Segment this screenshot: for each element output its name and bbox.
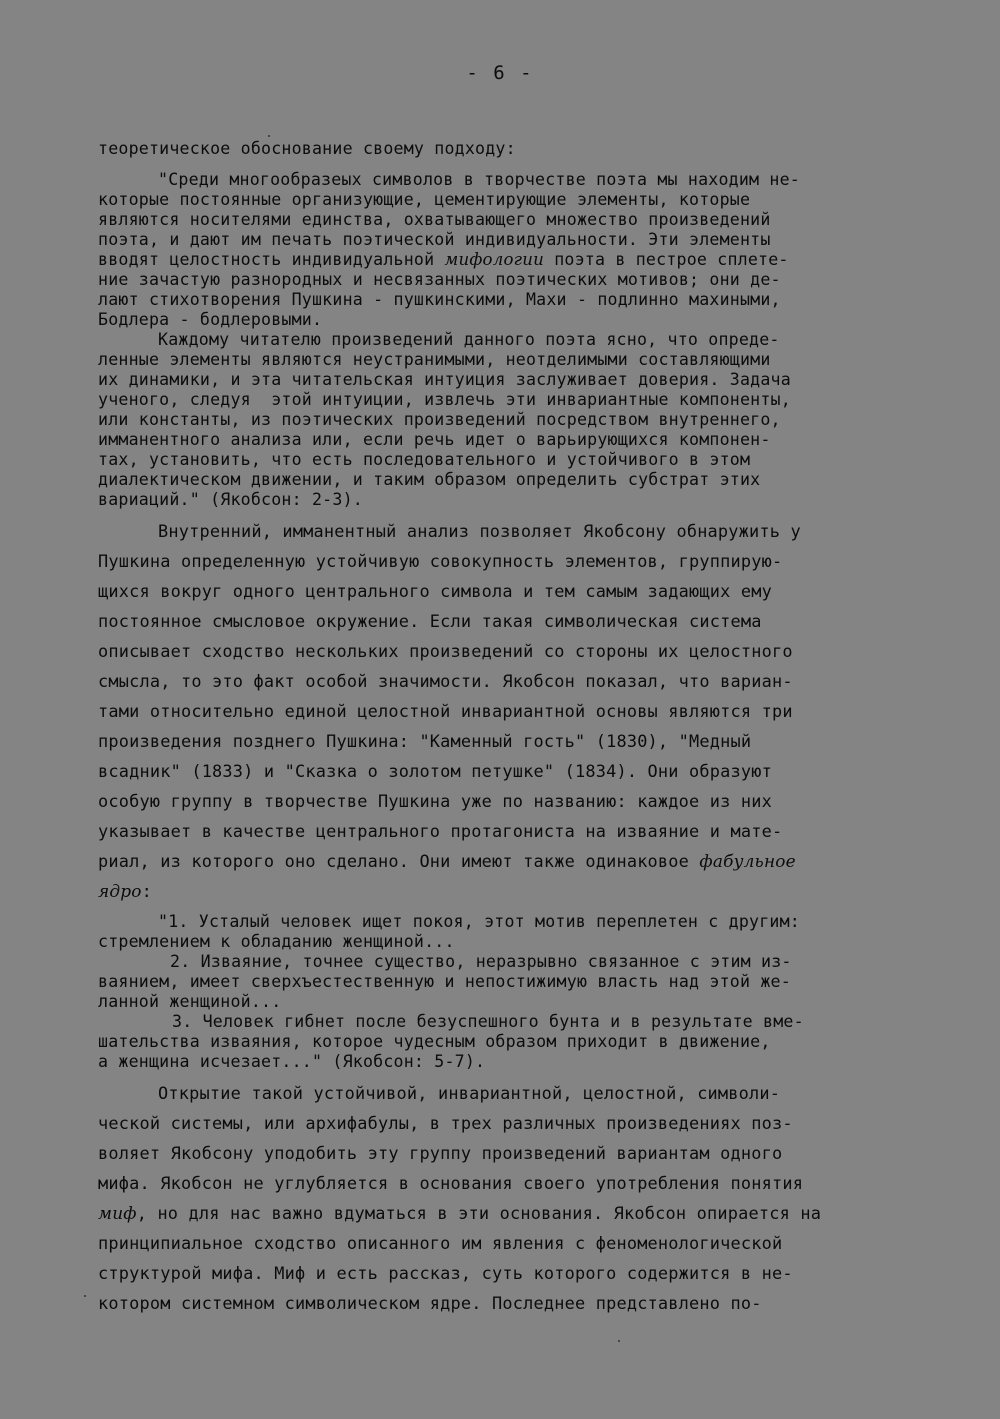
text-segment: тами относительно единой целостной инвариантной основы являются три bbox=[98, 701, 793, 721]
text-line bbox=[98, 699, 793, 723]
text-segment: Каждому читателю произведений данного поэта ясно, что опреде- bbox=[158, 330, 780, 349]
text-line bbox=[98, 879, 152, 903]
text-segment: описывает сходство нескольких произведений со стороны их целостного bbox=[98, 641, 793, 661]
scan-speck bbox=[618, 1340, 620, 1342]
text-line bbox=[98, 609, 762, 633]
text-line bbox=[98, 1052, 485, 1072]
text-line bbox=[98, 390, 791, 410]
text-line bbox=[98, 430, 771, 450]
text-line bbox=[98, 789, 772, 813]
text-segment: указывает в качестве центрального протагониста на изваяние и мате- bbox=[98, 821, 783, 841]
text-segment: лают стихотворения Пушкина - пушкинскими, Махи - подлинно махиными, bbox=[98, 290, 781, 309]
text-segment: их динамики, и эта читательская интуиция заслуживает доверия. Задача bbox=[98, 370, 791, 389]
text-segment: имманентного анализа или, если речь идет о варьирующихся компонен- bbox=[98, 430, 771, 449]
text-segment: смысла, то это факт особой значимости. Якобсон показал, что вариан- bbox=[98, 671, 793, 691]
text-line bbox=[98, 470, 760, 490]
text-segment: поэта, и дают им печать поэтической индивидуальности. Эти элементы bbox=[98, 230, 771, 249]
text-line bbox=[98, 639, 793, 663]
text-line bbox=[98, 992, 281, 1012]
text-line bbox=[98, 819, 782, 843]
text-segment: ленные элементы являются неустранимыми, неотделимыми составляющими bbox=[98, 350, 771, 369]
text-line bbox=[98, 1231, 782, 1255]
text-segment: ученого, следуя этой интуиции, извлечь эти инвариантные компоненты, bbox=[98, 390, 791, 409]
text-line bbox=[98, 1032, 771, 1052]
text-segment: , но для нас важно вдуматься в эти основания. Якобсон опирается на bbox=[136, 1203, 822, 1223]
text-segment: Открытие такой устойчивой, инвариантной, целостной, символи- bbox=[158, 1083, 781, 1103]
text-segment: мифа. Якобсон не углубляется в основания своего употребления понятия bbox=[98, 1173, 804, 1193]
text-segment: щихся вокруг одного центрального символа и тем самым задающих ему bbox=[98, 581, 772, 601]
text-segment: воляет Якобсону уподобить эту группу произведений вариантам одного bbox=[98, 1143, 783, 1163]
text-segment: Пушкина определенную устойчивую совокупность элементов, группирую- bbox=[98, 551, 783, 571]
text-segment: всадник" (1833) и "Сказка о золотом петушке" (1834). Они образуют bbox=[98, 761, 772, 781]
italic-term: мифологии bbox=[444, 250, 545, 269]
text-segment: : bbox=[141, 881, 153, 901]
text-line bbox=[98, 139, 516, 159]
text-line bbox=[98, 250, 789, 270]
text-line bbox=[98, 729, 751, 753]
text-line bbox=[98, 490, 363, 510]
text-line bbox=[98, 669, 793, 693]
italic-term: миф bbox=[98, 1203, 137, 1223]
text-segment: поэта в пестрое сплете- bbox=[544, 250, 789, 269]
text-segment: котором системном символическом ядре. Последнее представлено по- bbox=[98, 1293, 762, 1313]
text-segment: постоянное смысловое окружение. Если такая символическая система bbox=[98, 611, 762, 631]
italic-term: ядро bbox=[98, 881, 142, 901]
text-line bbox=[98, 350, 771, 370]
page-number: - 6 - bbox=[466, 62, 534, 84]
text-segment: ваянием, имеет сверхъестественную и непостижимую власть над этой же- bbox=[98, 972, 791, 991]
text-line bbox=[170, 952, 792, 972]
text-segment: диалектическом движении, и таким образом определить субстрат этих bbox=[98, 470, 761, 489]
text-segment: Бодлера - бодлеровыми. bbox=[98, 310, 323, 329]
text-line bbox=[98, 1111, 793, 1135]
text-line bbox=[98, 190, 750, 210]
text-segment: ланной женщиной... bbox=[98, 992, 282, 1011]
text-segment: ние зачастую разнородных и несвязанных поэтических мотивов; они де- bbox=[98, 270, 781, 289]
text-line bbox=[98, 579, 772, 603]
text-line bbox=[158, 519, 801, 543]
text-segment: особую группу в творчестве Пушкина уже по названию: каждое из них bbox=[98, 791, 772, 811]
text-line bbox=[158, 1081, 780, 1105]
text-segment: которые постоянные организующие, цементирующие элементы, которые bbox=[98, 190, 751, 209]
text-line bbox=[158, 330, 780, 350]
text-line bbox=[98, 1201, 821, 1225]
text-line bbox=[98, 932, 455, 952]
text-segment: "1. Усталый человек ищет покоя, этот мотив переплетен с другим: bbox=[158, 912, 800, 931]
text-segment: стремлением к обладанию женщиной... bbox=[98, 932, 455, 951]
text-line bbox=[98, 972, 791, 992]
text-line bbox=[98, 270, 781, 290]
text-segment: тах, установить, что есть последовательного и устойчивого в этом bbox=[98, 450, 751, 469]
text-line bbox=[98, 230, 771, 250]
text-segment: структурой мифа. Миф и есть рассказ, суть которого содержится в не- bbox=[98, 1263, 793, 1283]
text-segment: 3. Человек гибнет после безуспешного бунта и в результате вме- bbox=[172, 1012, 804, 1031]
text-segment: произведения позднего Пушкина: "Каменный гость" (1830), "Медный bbox=[98, 731, 752, 751]
text-segment: 2. Изваяние, точнее существо, неразрывно связанное с этим из- bbox=[170, 952, 792, 971]
text-line bbox=[98, 370, 791, 390]
text-line bbox=[98, 1291, 762, 1315]
scan-speck bbox=[84, 1295, 86, 1297]
text-line bbox=[98, 290, 781, 310]
text-line bbox=[158, 170, 800, 190]
text-line bbox=[98, 849, 796, 873]
scan-speck bbox=[268, 135, 270, 137]
text-segment: являются носителями единства, охватывающего множество произведений bbox=[98, 210, 771, 229]
text-segment: Внутренний, имманентный анализ позволяет Якобсону обнаружить у bbox=[158, 521, 801, 541]
text-segment: риал, из которого оно сделано. Они имеют также одинаковое bbox=[98, 851, 700, 871]
text-segment: теоретическое обоснование своему подходу: bbox=[98, 139, 516, 158]
text-line bbox=[98, 549, 782, 573]
text-line bbox=[158, 912, 800, 932]
text-segment: вводят целостность индивидуальной bbox=[98, 250, 445, 269]
text-line bbox=[98, 410, 781, 430]
text-segment: вариаций." (Якобсон: 2-3). bbox=[98, 490, 363, 509]
text-line bbox=[98, 310, 322, 330]
text-line bbox=[98, 1171, 803, 1195]
text-segment: "Среди многообразеых символов в творчестве поэта мы находим не- bbox=[158, 170, 800, 189]
text-segment: или константы, из поэтических произведений посредством внутреннего, bbox=[98, 410, 781, 429]
text-line bbox=[98, 210, 771, 230]
text-segment: принципиальное сходство описанного им явления с феноменологической bbox=[98, 1233, 783, 1253]
text-segment: а женщина исчезает..." (Якобсон: 5-7). bbox=[98, 1052, 486, 1071]
text-segment: шательства изваяния, которое чудесным образом приходит в движение, bbox=[98, 1032, 771, 1051]
text-line bbox=[98, 450, 750, 470]
text-line bbox=[172, 1012, 804, 1032]
text-line bbox=[98, 1261, 793, 1285]
text-line bbox=[98, 1141, 782, 1165]
text-line bbox=[98, 759, 772, 783]
text-segment: ческой системы, или архифабулы, в трех различных произведениях поз- bbox=[98, 1113, 793, 1133]
italic-term: фабульное bbox=[699, 851, 796, 871]
